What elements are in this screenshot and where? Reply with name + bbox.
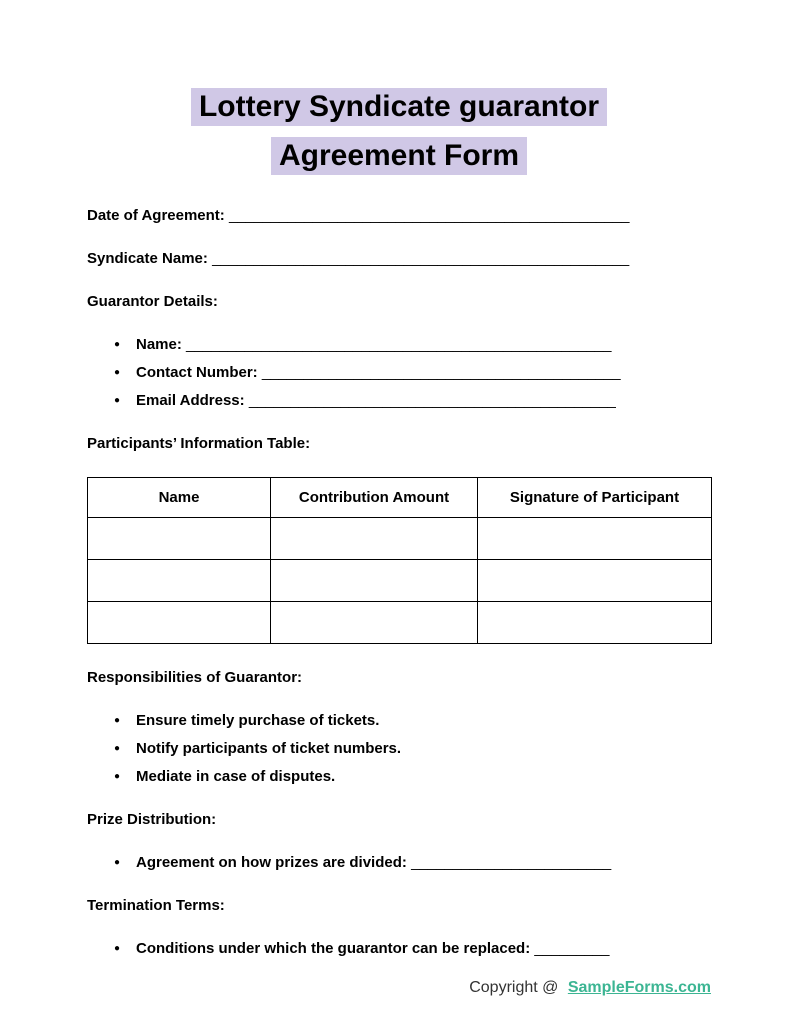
- participants-table: [87, 477, 712, 644]
- syndicate-name-label: Syndicate Name:: [87, 250, 208, 267]
- list-item: [87, 711, 711, 730]
- column-header-name: Name: [88, 478, 271, 518]
- guarantor-email-blank: ____________________________________________: [248, 392, 616, 409]
- table-cell: [88, 560, 271, 602]
- participants-table-heading: Participants’ Information Table:: [87, 435, 311, 452]
- title-line-2: Agreement Form: [271, 137, 527, 175]
- guarantor-name-label: Name:: [136, 336, 182, 353]
- bullet-icon: ●: [114, 743, 121, 754]
- bullet-icon: ●: [114, 367, 121, 378]
- column-header-signature: Signature of Participant: [478, 478, 712, 518]
- table-cell: [271, 602, 478, 644]
- table-cell: [478, 560, 712, 602]
- page-title: [87, 84, 711, 182]
- table-row: [88, 602, 712, 644]
- guarantor-email-label: Email Address:: [136, 392, 245, 409]
- table-cell: [271, 560, 478, 602]
- column-header-contribution-amount: Contribution Amount: [271, 478, 478, 518]
- prize-distribution-heading: Prize Distribution:: [87, 811, 217, 828]
- list-item: [87, 335, 711, 354]
- list-item: [87, 739, 711, 758]
- table-cell: [478, 602, 712, 644]
- guarantor-details-list: [87, 335, 711, 410]
- list-item: [87, 363, 711, 382]
- termination-condition-blank: _________: [534, 940, 610, 957]
- responsibilities-heading: Responsibilities of Guarantor:: [87, 669, 303, 686]
- table-cell: [88, 518, 271, 560]
- guarantor-contact-label: Contact Number:: [136, 364, 258, 381]
- guarantor-contact-blank: ___________________________________________: [261, 364, 621, 381]
- sampleforms-link[interactable]: SampleForms.com: [567, 979, 711, 996]
- table-cell: [271, 518, 478, 560]
- list-item: [87, 853, 711, 872]
- date-of-agreement-field: [87, 206, 711, 225]
- list-item: [87, 767, 711, 786]
- guarantor-name-blank: ___________________________________________________: [186, 336, 612, 353]
- prize-division-blank: ________________________: [411, 854, 612, 871]
- bullet-icon: ●: [114, 943, 121, 954]
- bullet-icon: ●: [114, 857, 121, 868]
- termination-terms-heading: Termination Terms:: [87, 897, 225, 914]
- table-cell: [478, 518, 712, 560]
- bullet-icon: ●: [114, 771, 121, 782]
- syndicate-name-blank: __________________________________________________: [212, 250, 630, 267]
- list-item: [87, 391, 711, 410]
- bullet-icon: ●: [114, 339, 121, 350]
- syndicate-name-field: [87, 249, 711, 268]
- responsibilities-list: [87, 711, 711, 786]
- prize-distribution-list: [87, 853, 711, 872]
- termination-condition-label: Conditions under which the guarantor can be replaced:: [136, 940, 531, 957]
- table-row: [88, 518, 712, 560]
- responsibility-text: Notify participants of ticket numbers.: [136, 740, 402, 757]
- bullet-icon: ●: [114, 395, 121, 406]
- copyright-text: Copyright @: [469, 979, 559, 996]
- date-of-agreement-label: Date of Agreement:: [87, 207, 225, 224]
- date-of-agreement-blank: ________________________________________________: [228, 207, 630, 224]
- table-row: [88, 560, 712, 602]
- title-line-1: Lottery Syndicate guarantor: [191, 88, 607, 126]
- responsibility-text: Ensure timely purchase of tickets.: [136, 712, 380, 729]
- footer: [87, 978, 711, 997]
- bullet-icon: ●: [114, 715, 121, 726]
- guarantor-details-heading: Guarantor Details:: [87, 293, 218, 310]
- table-cell: [88, 602, 271, 644]
- prize-division-label: Agreement on how prizes are divided:: [136, 854, 407, 871]
- termination-terms-list: [87, 939, 711, 958]
- table-header-row: [88, 478, 712, 518]
- responsibility-text: Mediate in case of disputes.: [136, 768, 336, 785]
- list-item: [87, 939, 711, 958]
